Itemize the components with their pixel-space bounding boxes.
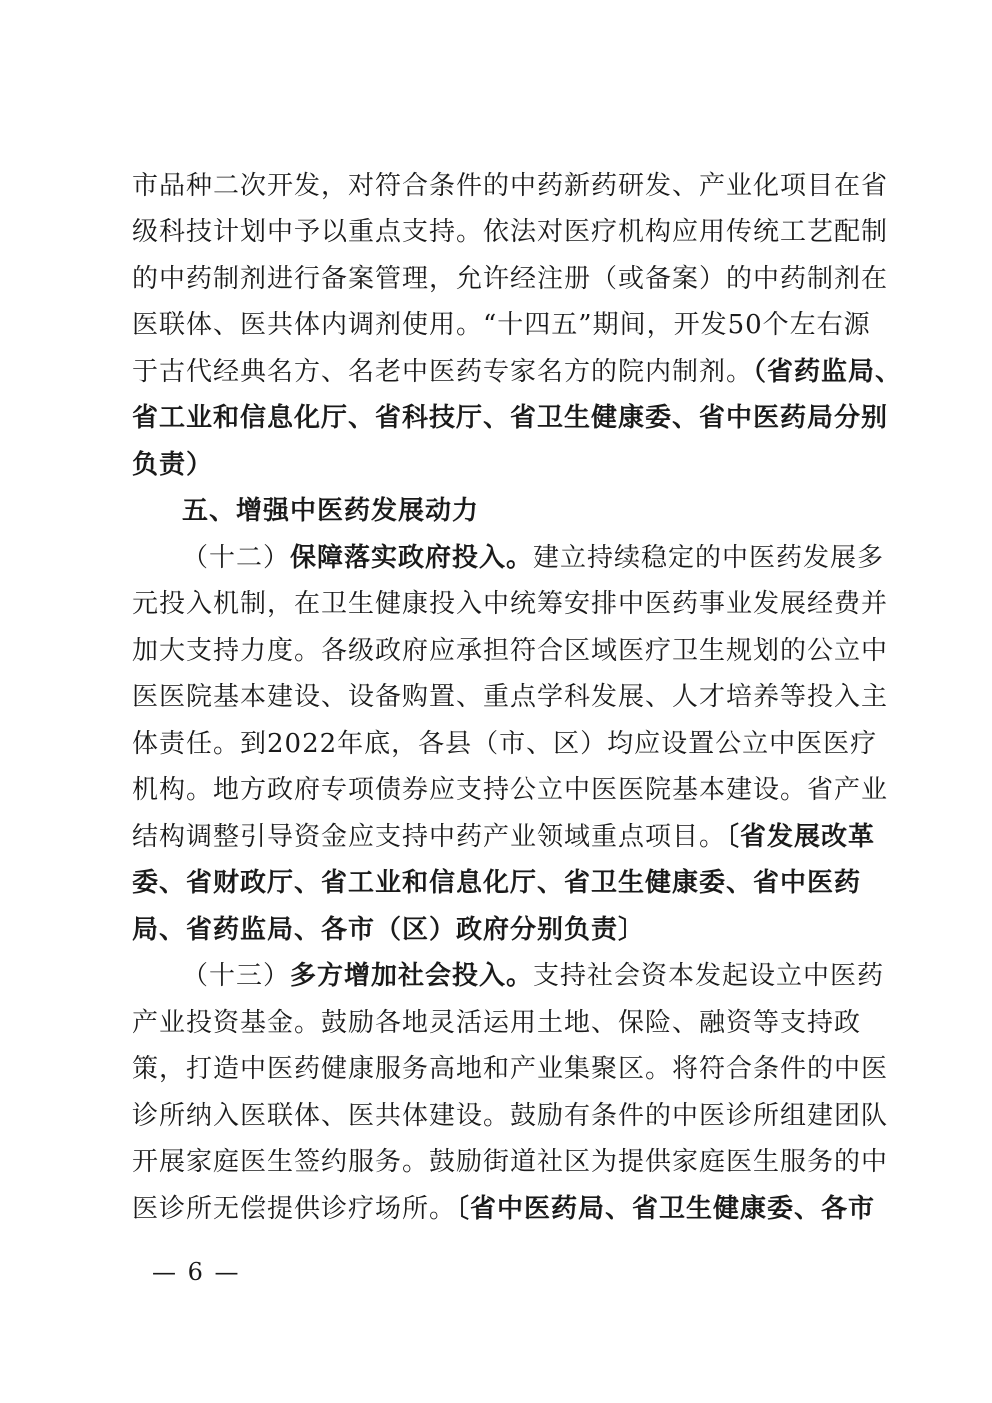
text-line: [182, 956, 885, 996]
text-line: [132, 817, 876, 857]
text-line: [132, 1189, 876, 1229]
line-text: 元投入机制，在卫生健康投入中统筹安排中医药事业发展经费并: [132, 589, 889, 619]
text-line: [132, 1096, 889, 1136]
text-line: [132, 770, 889, 810]
text-line: [132, 910, 860, 950]
section-heading: [182, 491, 860, 531]
line-text: 机构。地方政府专项债券应支持公立中医医院基本建设。省产业: [132, 775, 889, 805]
responsible-parties: 委、省财政厅、省工业和信息化厅、省卫生健康委、省中医药: [132, 868, 862, 898]
line-text: 开展家庭医生签约服务。鼓励街道社区为提供家庭医生服务的中: [132, 1147, 889, 1177]
clause-title: 多方增加社会投入。: [290, 961, 534, 991]
clause-title: 保障落实政府投入。: [290, 543, 534, 573]
line-text: 建立持续稳定的中医药发展多: [533, 543, 885, 573]
line-text: 的中药制剂进行备案管理，允许经注册（或备案）的中药制剂在: [132, 264, 889, 294]
text-line: [132, 863, 860, 903]
text-line: [132, 212, 889, 252]
line-text: 加大支持力度。各级政府应承担符合区域医疗卫生规划的公立中: [132, 636, 889, 666]
responsible-parties: 省工业和信息化厅、省科技厅、省卫生健康委、省中医药局分别: [132, 403, 889, 433]
line-text: 支持社会资本发起设立中医药: [533, 961, 885, 991]
text-line: [132, 724, 878, 764]
text-line: [132, 398, 889, 438]
responsible-parties: 局、省药监局、各市（区）政府分别负责〕: [132, 915, 646, 945]
responsible-parties: （省药监局、: [753, 357, 903, 387]
line-text: 医诊所无偿提供诊疗场所。: [132, 1194, 457, 1224]
page-number: — 6 —: [152, 1258, 241, 1286]
text-line: [132, 584, 889, 624]
clause-number: （十三）: [182, 961, 291, 991]
line-text: 策，打造中医药健康服务高地和产业集聚区。将符合条件的中医: [132, 1054, 889, 1084]
text-line: [132, 445, 860, 485]
line-text: 医联体、医共体内调剂使用。“十四五”期间，开发50个左右源: [132, 310, 871, 340]
text-line: [132, 1049, 889, 1089]
text-line: [132, 1142, 889, 1182]
text-line: [132, 259, 889, 299]
text-line: [132, 305, 871, 345]
text-line: [132, 352, 903, 392]
line-text: 产业投资基金。鼓励各地灵活运用土地、保险、融资等支持政: [132, 1008, 862, 1038]
line-text: 市品种二次开发，对符合条件的中药新药研发、产业化项目在省: [132, 171, 889, 201]
line-text: 诊所纳入医联体、医共体建设。鼓励有条件的中医诊所组建团队: [132, 1101, 889, 1131]
text-line: [132, 631, 889, 671]
responsible-parties: 〔省发展改革: [726, 822, 876, 852]
line-text: 体责任。到2022年底，各县（市、区）均应设置公立中医医疗: [132, 729, 878, 759]
line-text: 级科技计划中予以重点支持。依法对医疗机构应用传统工艺配制: [132, 217, 889, 247]
section-heading-text: 五、增强中医药发展动力: [182, 496, 480, 526]
responsible-parties: 〔省中医药局、省卫生健康委、各市: [456, 1194, 876, 1224]
text-line: [182, 538, 885, 578]
line-text: 于古代经典名方、名老中医药专家名方的院内制剂。: [132, 357, 754, 387]
line-text: 结构调整引导资金应支持中药产业领域重点项目。: [132, 822, 727, 852]
line-text: 医医院基本建设、设备购置、重点学科发展、人才培养等投入主: [132, 682, 889, 712]
clause-number: （十二）: [182, 543, 291, 573]
text-line: [132, 1003, 860, 1043]
text-line: [132, 677, 889, 717]
text-line: [132, 166, 889, 206]
responsible-parties: 负责）: [132, 450, 214, 480]
